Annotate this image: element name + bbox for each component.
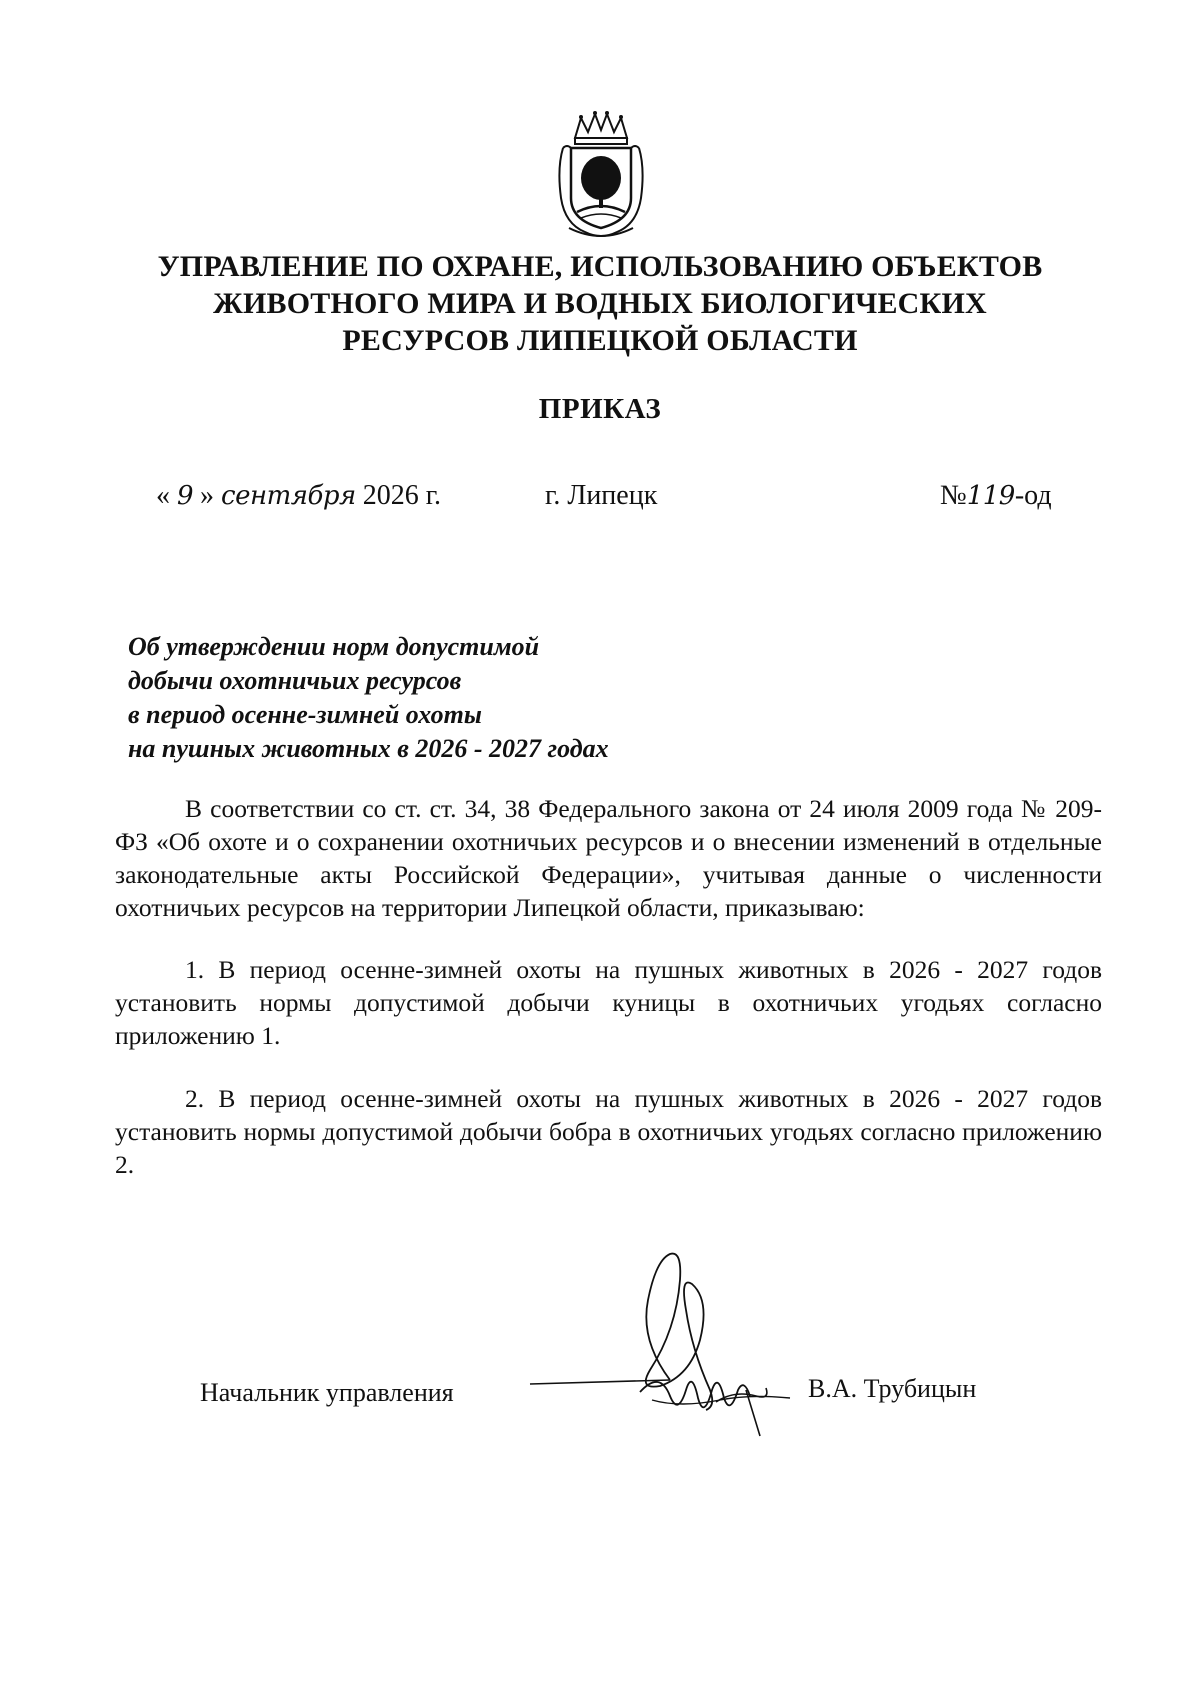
preamble-paragraph: В соответствии со ст. ст. 34, 38 Федерального закона от 24 июля 2009 года № 209-ФЗ «Об охоте и о сохранении охотничьих ресурсов и о внесении изменений в отдельные законодательные акты Российской Федерации», учитывая данные о численности охотничьих ресурсов на территории Липецкой области, приказываю: bbox=[115, 794, 1102, 922]
date-open-quote: « bbox=[156, 480, 170, 511]
number-suffix: -од bbox=[1014, 480, 1052, 511]
order-item-1: 1. В период осенне-зимней охоты на пушных животных в 2026 - 2027 годов установить нормы допустимой добычи куницы в охотничьих угодьях согласно приложению 1. bbox=[115, 955, 1102, 1050]
document-type-title: ПРИКАЗ bbox=[538, 393, 662, 425]
order-city: г. Липецк bbox=[545, 480, 658, 511]
signer-name: В.А. Трубицын bbox=[808, 1374, 977, 1403]
date-month: сентября bbox=[221, 481, 356, 511]
agency-name bbox=[0, 248, 1200, 359]
subject-line: на пушных животных в 2026 - 2027 годах bbox=[128, 734, 609, 763]
number-value: 119 bbox=[966, 481, 1015, 511]
order-date bbox=[156, 480, 441, 512]
agency-name-line: ЖИВОТНОГО МИРА И ВОДНЫХ БИОЛОГИЧЕСКИХ bbox=[213, 287, 987, 320]
signer-position: Начальник управления bbox=[200, 1378, 454, 1407]
order-subject bbox=[128, 630, 609, 766]
date-year: 2026 г. bbox=[362, 480, 442, 511]
subject-line: добычи охотничьих ресурсов bbox=[128, 666, 462, 695]
number-prefix: № bbox=[940, 480, 967, 511]
order-number bbox=[940, 480, 1052, 512]
agency-name-line: УПРАВЛЕНИЕ ПО ОХРАНЕ, ИСПОЛЬЗОВАНИЮ ОБЪЕКТОВ bbox=[157, 250, 1043, 283]
order-item-2: 2. В период осенне-зимней охоты на пушных животных в 2026 - 2027 годов установить нормы допустимой добычи бобра в охотничьих угодьях согласно приложению 2. bbox=[115, 1084, 1102, 1179]
agency-name-line: РЕСУРСОВ ЛИПЕЦКОЙ ОБЛАСТИ bbox=[342, 324, 858, 357]
date-day: 9 bbox=[177, 481, 194, 511]
subject-line: Об утверждении норм допустимой bbox=[128, 632, 540, 661]
coat-of-arms-icon bbox=[555, 108, 647, 240]
handwritten-signature-icon bbox=[520, 1240, 840, 1470]
subject-line: в период осенне-зимней охоты bbox=[128, 700, 482, 729]
date-close-quote: » bbox=[200, 480, 215, 511]
